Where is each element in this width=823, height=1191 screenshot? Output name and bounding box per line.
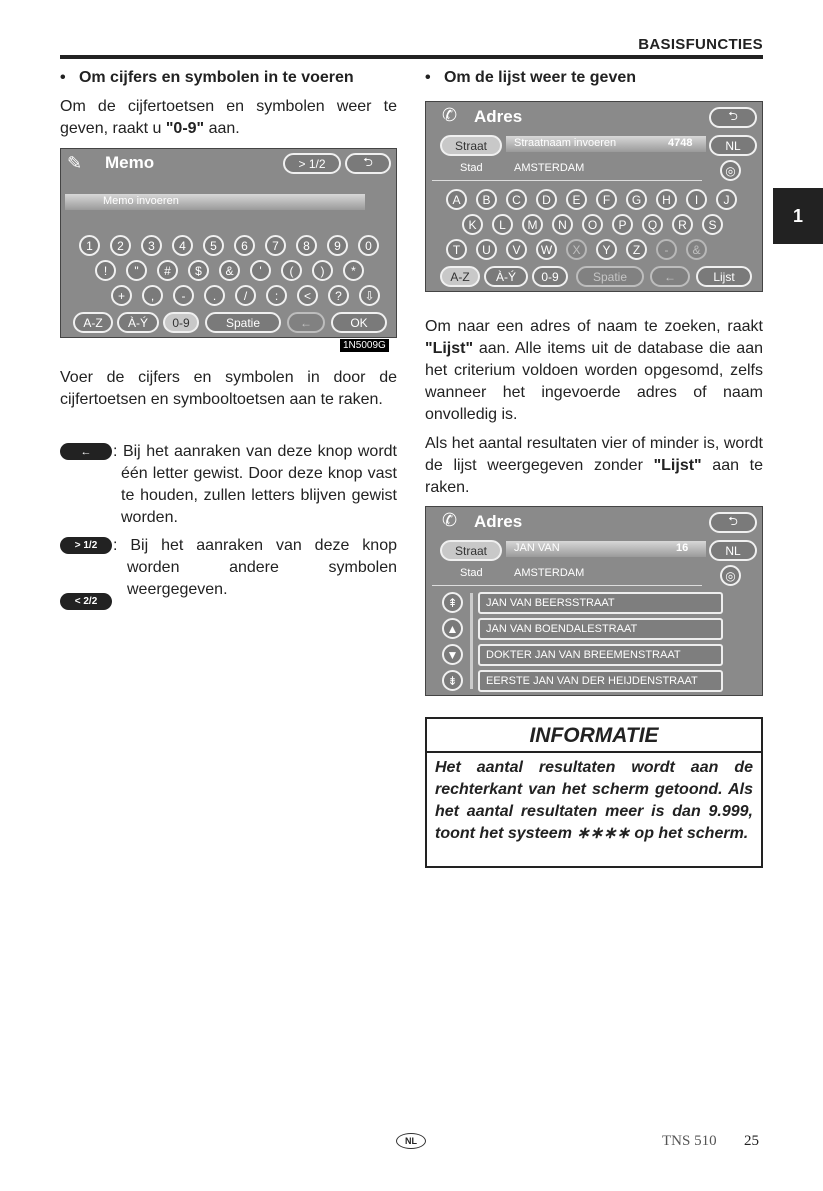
list-item[interactable]: EERSTE JAN VAN DER HEIJDENSTRAAT [478,670,723,692]
stad-value: AMSTERDAM [514,162,585,174]
key-8[interactable]: 9 [327,235,348,256]
header-rule [60,55,763,59]
prev-page-icon: < 2/2 [60,593,112,610]
letter-key[interactable]: K [462,214,483,235]
letter-key[interactable]: - [656,239,677,260]
right-paragraph-1: Om naar een adres of naam te zoeken, raakt "Lijst" aan. Alle items uit de database die aan het criterium voldoen worden opgesomd, zelfs wanneer het ingevoerde adres of naam onvolledig is. [425,318,763,423]
left-intro: Om de cijfertoetsen en symbolen weer te geven, raakt u "0-9" aan. [60,98,397,137]
space-button[interactable]: Spatie [576,266,644,287]
gps-button[interactable] [720,160,741,181]
symbol-key[interactable]: . [204,285,225,306]
list-item[interactable]: JAN VAN BEERSSTRAAT [478,592,723,614]
key-7[interactable]: 8 [296,235,317,256]
result-count: 4748 [668,137,693,149]
letter-key[interactable]: A [446,189,467,210]
chapter-tab: 1 [773,188,823,244]
right-bullet-heading: • Om de lijst weer te geven [425,69,637,86]
key-4[interactable]: 5 [203,235,224,256]
key-1[interactable]: 2 [110,235,131,256]
info-text: Het aantal resultaten wordt aan de rechterkant van het scherm getoond. Als het aantal resultaten meer is dan 9.999, toont het systeem ∗∗∗∗ op het scherm. [435,759,753,842]
backspace-button[interactable]: ← [287,312,325,333]
letter-key[interactable]: S [702,214,723,235]
up-icon: ▲ [446,621,459,636]
letter-key[interactable]: W [536,239,557,260]
letter-key[interactable]: U [476,239,497,260]
scroll-down-button[interactable] [442,644,463,665]
straat-button[interactable]: Straat [440,540,502,561]
page-down-button[interactable] [442,670,463,691]
return-icon: ⮌ [728,109,738,123]
letter-key[interactable]: P [612,214,633,235]
divider [432,585,702,586]
symbol-key[interactable]: & [219,260,240,281]
divider [432,180,702,181]
symbol-key[interactable]: # [157,260,178,281]
result-count: 16 [676,542,689,554]
section-header: BASISFUNCTIES [638,36,763,53]
letter-key[interactable]: E [566,189,587,210]
az-button[interactable]: A-Z [440,266,480,287]
letter-key[interactable]: Q [642,214,663,235]
digits-button[interactable]: 0-9 [532,266,568,287]
right-paragraph-2: Als het aantal resultaten vier of minder is, wordt de lijst weergegeven zonder "Lijst" aan te raken. [425,435,763,496]
symbol-key[interactable]: " [126,260,147,281]
target-icon: ◎ [725,163,736,178]
letter-key[interactable]: & [686,239,707,260]
straat-value: JAN VAN [514,542,560,554]
page-number: 25 [744,1133,759,1149]
return-icon: ⮌ [728,514,738,528]
list-title: Adres [474,512,523,531]
letter-key[interactable]: M [522,214,543,235]
accented-button[interactable]: À-Ý [484,266,528,287]
backspace-description: : Bij het aanraken van deze knop wordt één letter gewist. Door deze knop vast te houden, zullen letters blijven gewist worden. [113,443,397,526]
page-button-description: : Bij het aanraken van deze knop worden andere symbolen weergegeven. [113,537,397,598]
accented-button[interactable]: À-Ý [117,312,159,333]
az-button[interactable]: A-Z [73,312,113,333]
letter-key[interactable]: V [506,239,527,260]
symbol-key[interactable]: - [173,285,194,306]
letter-key[interactable]: T [446,239,467,260]
left-bullet-heading: • Om cijfers en symbolen in te voeren [60,69,354,86]
address-screen [425,101,763,292]
symbol-key[interactable]: < [297,285,318,306]
symbol-key[interactable]: : [266,285,287,306]
ok-button[interactable]: OK [331,312,387,333]
space-button[interactable]: Spatie [205,312,281,333]
symbol-key[interactable]: ' [250,260,271,281]
letter-key[interactable]: D [536,189,557,210]
return-icon: ⮌ [363,155,373,169]
symbol-key[interactable]: ( [281,260,302,281]
double-down-icon: ⇟ [447,673,458,688]
left-paragraph: Voer de cijfers en symbolen in door de cijfertoetsen en symbooltoetsen aan te raken. [60,369,397,408]
memo-screen [60,148,397,338]
symbol-key[interactable]: ⇩ [359,285,380,306]
letter-key[interactable]: O [582,214,603,235]
down-icon: ▼ [446,647,459,662]
target-icon: ◎ [725,568,736,583]
country-button[interactable]: NL [709,135,757,156]
scrollbar[interactable] [470,593,473,689]
return-button[interactable] [709,512,757,533]
letter-key[interactable]: J [716,189,737,210]
symbol-key[interactable]: ) [312,260,333,281]
stad-label: Stad [460,567,483,579]
info-title: INFORMATIE [427,719,761,753]
next-page-icon: > 1/2 [60,537,112,554]
symbol-key[interactable]: $ [188,260,209,281]
letter-key[interactable]: Y [596,239,617,260]
letter-key[interactable]: N [552,214,573,235]
digits-button[interactable]: 0-9 [163,312,199,333]
straat-button[interactable]: Straat [440,135,502,156]
memo-title: Memo [105,153,155,172]
stad-value: AMSTERDAM [514,567,585,579]
key-9[interactable]: 0 [358,235,379,256]
letter-key[interactable]: I [686,189,707,210]
info-box [425,717,763,868]
letter-key[interactable]: H [656,189,677,210]
backspace-icon: ← [60,443,112,460]
symbol-key[interactable]: / [235,285,256,306]
return-button[interactable] [709,107,757,128]
backspace-button[interactable]: ← [650,266,690,287]
list-screen [425,506,763,696]
scroll-up-button[interactable] [442,618,463,639]
country-button[interactable]: NL [709,540,757,561]
double-up-icon: ⇞ [447,595,458,610]
key-5[interactable]: 6 [234,235,255,256]
address-icon: ✆ [442,510,458,530]
symbol-key[interactable]: + [111,285,132,306]
key-0[interactable]: 1 [79,235,100,256]
symbol-key[interactable]: , [142,285,163,306]
letter-key[interactable]: B [476,189,497,210]
model-name: TNS 510 [662,1133,717,1149]
letter-key[interactable]: R [672,214,693,235]
memo-placeholder: Memo invoeren [103,195,179,207]
list-button[interactable]: Lijst [696,266,752,287]
figure-code: 1N5009G [340,339,389,352]
gps-button[interactable] [720,565,741,586]
symbol-key[interactable]: * [343,260,364,281]
key-2[interactable]: 3 [141,235,162,256]
stad-label: Stad [460,162,483,174]
list-item[interactable]: DOKTER JAN VAN BREEMENSTRAAT [478,644,723,666]
letter-key[interactable]: Z [626,239,647,260]
letter-key[interactable]: G [626,189,647,210]
letter-key[interactable]: C [506,189,527,210]
page-next-button[interactable]: > 1/2 [283,153,341,174]
symbol-key[interactable]: ! [95,260,116,281]
list-item[interactable]: JAN VAN BOENDALESTRAAT [478,618,723,640]
key-3[interactable]: 4 [172,235,193,256]
address-title: Adres [474,107,523,126]
letter-key[interactable]: X [566,239,587,260]
letter-key[interactable]: L [492,214,513,235]
language-badge: NL [396,1133,426,1149]
page-up-button[interactable] [442,592,463,613]
key-6[interactable]: 7 [265,235,286,256]
letter-key[interactable]: F [596,189,617,210]
symbol-key[interactable]: ? [328,285,349,306]
straat-placeholder: Straatnaam invoeren [514,137,617,149]
return-button[interactable] [345,153,391,174]
memo-icon: ✎ [67,153,83,173]
address-icon: ✆ [442,105,458,125]
